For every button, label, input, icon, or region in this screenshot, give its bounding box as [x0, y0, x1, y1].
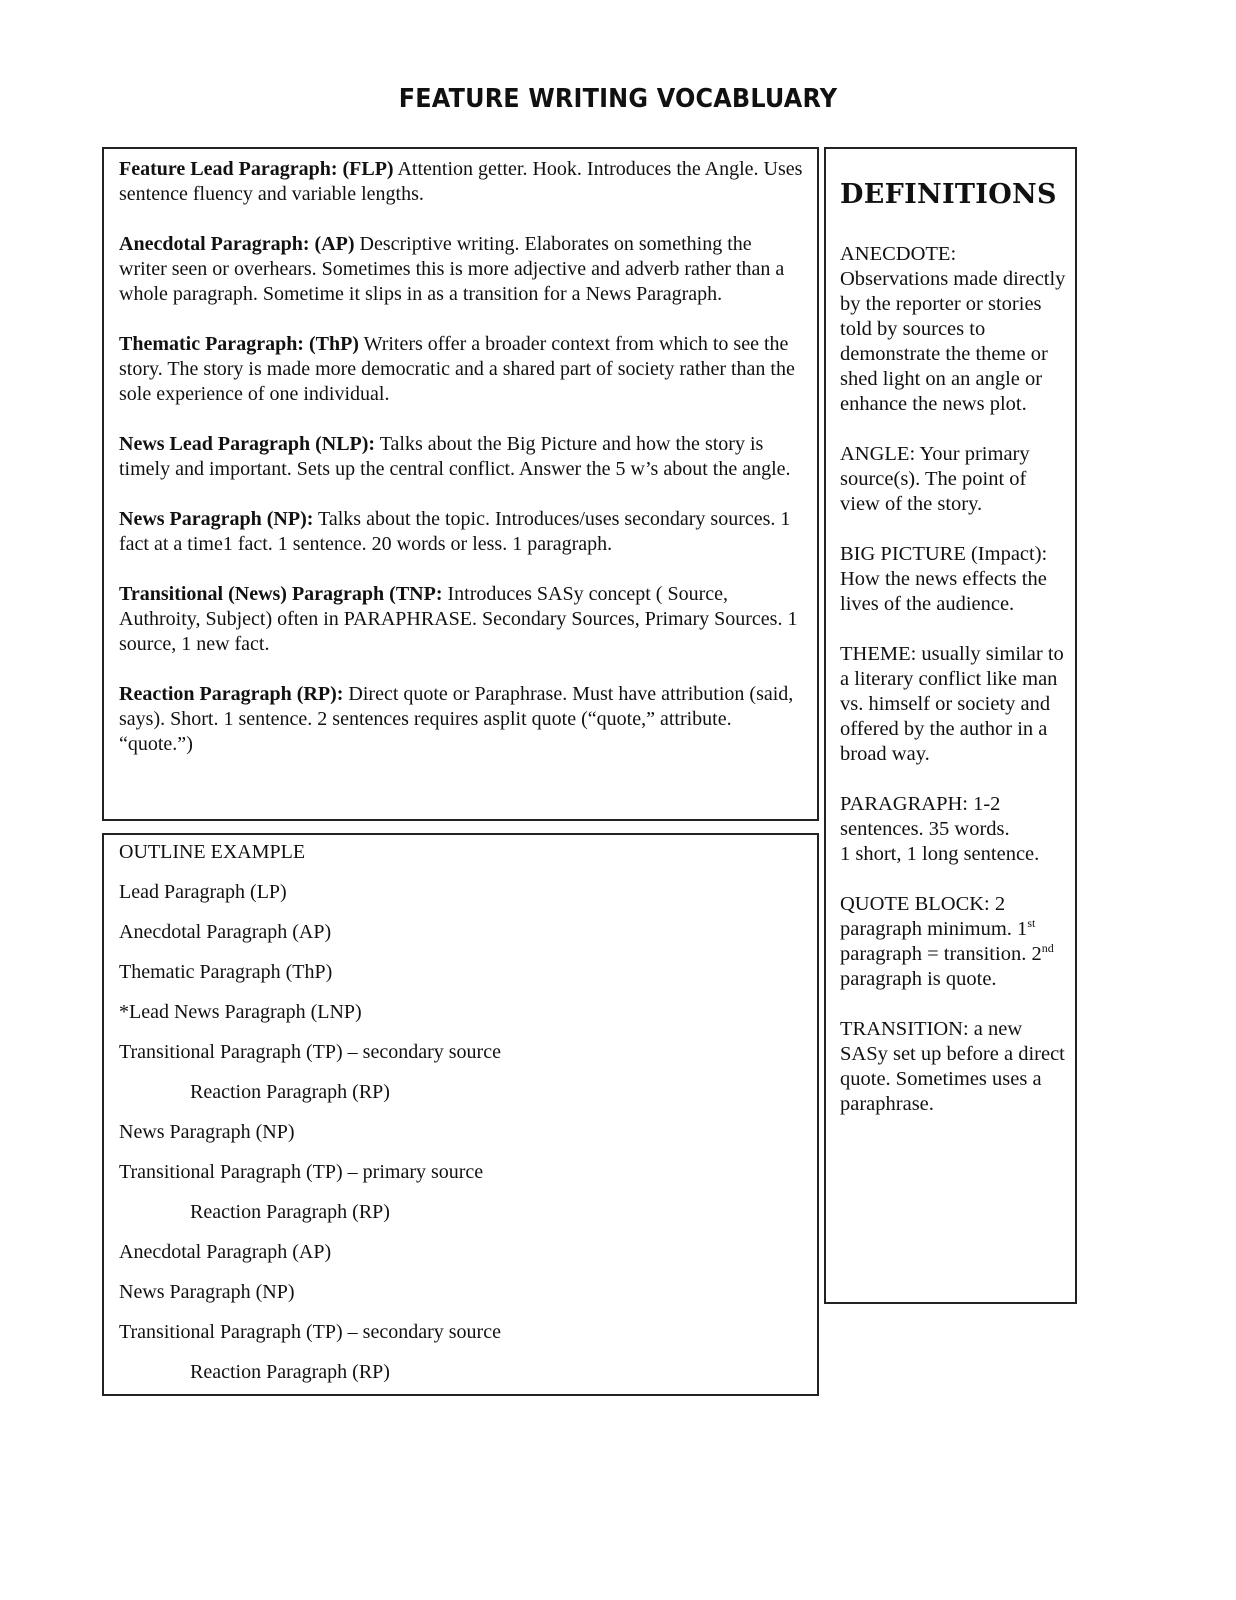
- outline-item: Transitional Paragraph (TP) – secondary source: [119, 1041, 501, 1063]
- vocab-entry: [119, 582, 803, 657]
- vocab-entry: [119, 682, 803, 757]
- outline-item: Reaction Paragraph (RP): [190, 1201, 390, 1223]
- definitions-box: [824, 147, 1077, 1304]
- superscript: st: [1027, 916, 1036, 931]
- vocab-term: News Lead Paragraph (NLP):: [119, 433, 376, 455]
- vocab-description: Introduces SASy concept ( Source, Authroity, Subject) often in PARAPHRASE. Secondary Sources, Primary Sources. 1 source, 1 new fact.: [119, 583, 798, 655]
- definition-big-picture: BIG PICTURE (Impact): How the news effects the lives of the audience.: [840, 543, 1048, 615]
- vocab-entry: [119, 232, 803, 307]
- vocab-entry: [119, 332, 803, 407]
- vocab-description: Direct quote or Paraphrase. Must have attribution (said, says). Short. 1 sentence. 2 sentences requires asplit quote (“quote,” attribute. “quote.”): [119, 683, 794, 755]
- definition-angle: ANGLE: Your primary source(s). The point of view of the story.: [840, 443, 1030, 515]
- superscript: nd: [1041, 941, 1054, 956]
- outline-item: Reaction Paragraph (RP): [190, 1361, 390, 1383]
- vocab-entry: [119, 157, 803, 207]
- outline-item: Lead Paragraph (LP): [119, 881, 287, 903]
- page-title: FEATURE WRITING VOCABLUARY: [398, 84, 838, 114]
- outline-item: Thematic Paragraph (ThP): [119, 961, 333, 983]
- outline-item: Anecdotal Paragraph (AP): [119, 1241, 332, 1263]
- vocab-description: Descriptive writing. Elaborates on something the writer seen or overhears. Sometimes this is more adjective and adverb rather than a whole paragraph. Sometime it slips in as a transition for a News Paragraph.: [119, 233, 785, 305]
- vocabulary-box: [102, 147, 819, 821]
- definition-quote-block: [840, 892, 1067, 992]
- vocab-term: Anecdotal Paragraph: (AP): [119, 233, 355, 255]
- vocab-entry: [119, 507, 803, 557]
- vocab-term: Transitional (News) Paragraph (TNP:: [119, 583, 443, 605]
- vocab-description: Writers offer a broader context from which to see the story. The story is made more democratic and a shared part of society rather than the sole experience of one individual.: [119, 333, 795, 405]
- outline-item: *Lead News Paragraph (LNP): [119, 1001, 362, 1023]
- definition-paragraph-line2: 1 short, 1 long sentence.: [840, 843, 1040, 865]
- quote-block-text-a: QUOTE BLOCK: 2 paragraph minimum. 1: [840, 893, 1028, 940]
- vocab-entry: [119, 432, 803, 482]
- vocab-description: Attention getter. Hook. Introduces the Angle. Uses sentence fluency and variable lengths.: [119, 158, 803, 205]
- outline-box: [102, 833, 819, 1396]
- definition-theme: THEME: usually similar to a literary conflict like man vs. himself or society and offered by the author in a broad way.: [840, 643, 1064, 765]
- quote-block-text-b: paragraph = transition. 2: [840, 943, 1042, 965]
- vocab-term: Thematic Paragraph: (ThP): [119, 333, 359, 355]
- outline-item: News Paragraph (NP): [119, 1121, 295, 1143]
- outline-item: Transitional Paragraph (TP) – secondary source: [119, 1321, 501, 1343]
- outline-item: Reaction Paragraph (RP): [190, 1081, 390, 1103]
- definition-paragraph-line1: PARAGRAPH: 1-2 sentences. 35 words.: [840, 793, 1010, 840]
- vocab-term: News Paragraph (NP):: [119, 508, 314, 530]
- quote-block-text-c: paragraph is quote.: [840, 968, 997, 990]
- vocab-term: Reaction Paragraph (RP):: [119, 683, 344, 705]
- definition-transition: TRANSITION: a new SASy set up before a direct quote. Sometimes uses a paraphrase.: [840, 1018, 1065, 1115]
- outline-item: Anecdotal Paragraph (AP): [119, 921, 332, 943]
- vocab-term: Feature Lead Paragraph: (FLP): [119, 158, 394, 180]
- vocab-description: Talks about the Big Picture and how the story is timely and important. Sets up the central conflict. Answer the 5 w’s about the angle.: [119, 433, 791, 480]
- vocab-description: Talks about the topic. Introduces/uses secondary sources. 1 fact at a time1 fact. 1 sentence. 20 words or less. 1 paragraph.: [119, 508, 791, 555]
- definition-paragraph: [840, 792, 1067, 867]
- definition-anecdote: ANECDOTE: Observations made directly by the reporter or stories told by sources to demonstrate the theme or shed light on an angle or enhance the news plot.: [840, 243, 1066, 415]
- definitions-heading: DEFINITIONS: [840, 179, 1057, 210]
- outline-item: Transitional Paragraph (TP) – primary source: [119, 1161, 484, 1183]
- outline-heading: OUTLINE EXAMPLE: [119, 841, 306, 863]
- outline-item: News Paragraph (NP): [119, 1281, 295, 1303]
